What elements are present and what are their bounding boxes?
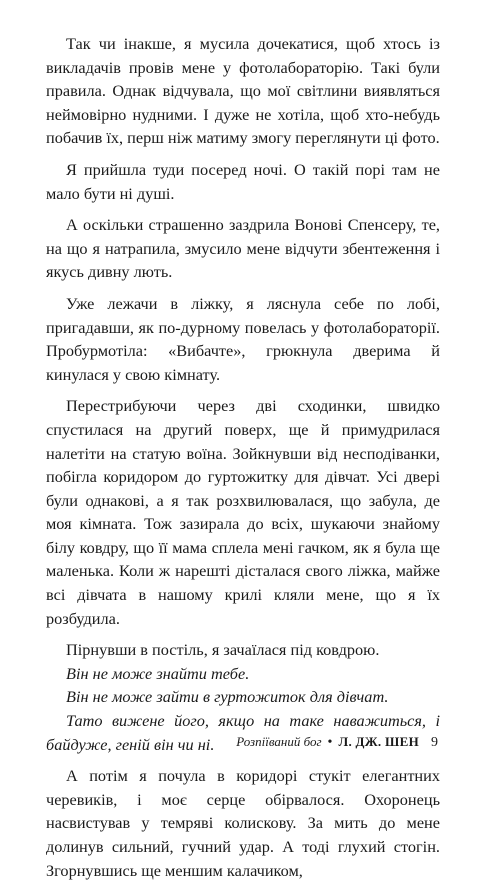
series-title: Розпіїваний бог — [236, 734, 322, 749]
paragraph-3: А оскільки страшенно заздрила Вонові Спенсеру, те, на що я натрапила, змусило мене відчути збентеження і якусь дивну лють. — [46, 215, 440, 282]
page-number: 9 — [431, 735, 438, 750]
italic-line-3: Тато вижене його, якщо на таке наважиться, і байдуже, геній він чи ні. — [46, 711, 440, 754]
paragraph-2: Я прийшла туди посеред ночі. О такій порі там не мало бути ні душі. — [46, 159, 440, 203]
paragraph-1: Так чи інакше, я мусила дочекатися, щоб хтось із викладачів провів мене у фотолабораторію. Такі були правила. Однак відчувала, що мої світлини виявляться неймовірно нудними. І дуже не хотіла, щоб хто-небудь побачив їх, перш ніж матиму змогу переглянути ці фото. — [46, 34, 440, 148]
author-name: Л. ДЖ. ШЕН — [338, 734, 419, 749]
italic-line-2: Він не може зайти в гуртожиток для дівчат. — [66, 687, 389, 707]
body-text — [46, 32, 440, 882]
paragraph-4: Уже лежачи в ліжку, я ляснула себе по лобі, пригадавши, як по-дурному повелась у фотолабораторії. Пробурмотіла: «Вибачте», грюкнула дверима й кинулася у свою кімнату. — [46, 293, 440, 384]
paragraph-6: Пірнувши в постіль, я зачаїлася під ковдрою. — [66, 640, 380, 660]
italic-line-1: Він не може знайти тебе. — [66, 663, 250, 683]
paragraph-7: А потім я почула в коридорі стукіт елегантних черевиків, і моє серце обірвалося. Охоронець насвистував у темряві колискову. За мить до мене долинув сильний, гучний удар. А тоді глухий стогін. Згорнувшись ще меншим калачиком, — [46, 766, 440, 880]
running-footer — [236, 734, 438, 751]
footer-separator: • — [327, 735, 333, 750]
paragraph-5: Перестрибуючи через дві сходинки, швидко спустилася на другий поверх, ще й примудрилася налетіти на статую воїна. Зойкнувши від несподіванки, побігла коридором до гуртожитку для дівчат. Усі двері були однакові, а я так розхвилювалася, що забула, де моя кімната. Тож зазирала до всіх, шукаючи знайому білу ковдру, що її мама сплела мені гачком, як я була ще маленька. Коли ж нарешті дісталася свого ліжка, майже всі дівчата в нашому крилі кляли мене, що я їх розбудила. — [46, 396, 440, 628]
